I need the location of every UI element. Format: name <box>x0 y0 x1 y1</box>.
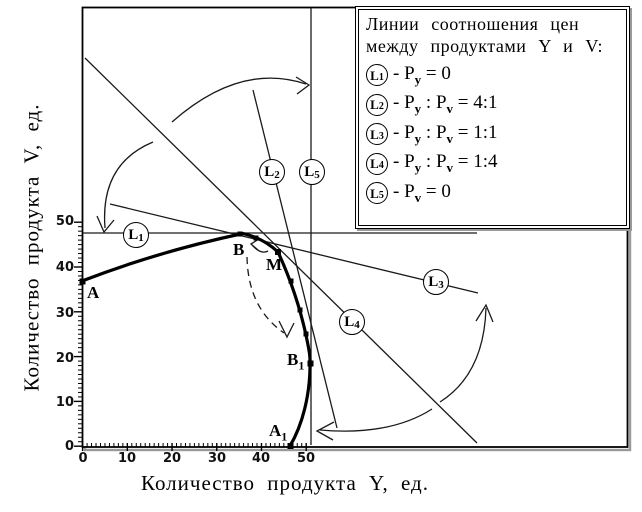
legend-item-L1: L 1 - $P_y = 0$ <box>366 64 619 87</box>
badge-L4: L $_4$ <box>339 309 365 335</box>
legend-title-line2: между продуктами Y и V: <box>366 36 603 56</box>
point-label-B: B <box>233 240 245 259</box>
legend-badge-L5: L 5 <box>366 182 388 204</box>
legend-box <box>355 6 630 229</box>
x-tick-40: 40 <box>251 451 271 466</box>
badge-L5: L $_5$ <box>299 159 325 185</box>
badge-L2: L $_2$ <box>259 159 285 185</box>
legend-item-L3: L 3 - $P_y$ : $P_v$ = 1:1 <box>366 123 619 146</box>
x-axis-title: Количество продукта Y, ед. <box>140 471 429 495</box>
y-tick-50: 50 <box>55 214 74 229</box>
legend-badge-L3: L 3 <box>366 123 388 145</box>
y-tick-20: 20 <box>55 351 74 366</box>
point-label-A1: $A_1$ <box>269 421 288 444</box>
x-tick-20: 20 <box>162 451 182 466</box>
legend-badge-L2: L 2 <box>366 94 388 116</box>
y-tick-10: 10 <box>55 395 74 410</box>
legend-item-L2: L 2 - $P_y$ : $P_v$ = 4:1 <box>366 93 619 116</box>
legend-item-L5: L 5 - $P_v = 0$ <box>366 182 619 205</box>
legend-badge-L1: L 1 <box>366 64 388 86</box>
badge-L3: L $_3$ <box>423 269 449 295</box>
legend-title-line1: Линии соотношения цен <box>366 14 580 34</box>
badge-L1: L $_1$ <box>123 222 149 248</box>
x-tick-10: 10 <box>117 451 137 466</box>
point-label-A: A <box>87 283 100 302</box>
legend-badge-L4: L 4 <box>366 153 388 175</box>
x-tick-50: 50 <box>296 451 316 466</box>
y-tick-0: 0 <box>64 439 74 454</box>
y-tick-30: 30 <box>55 306 74 321</box>
y-axis-title: Количество продукта V, ед. <box>19 103 44 392</box>
legend-item-L4: L 4 - $P_y$ : $P_v$ = 1:4 <box>366 152 619 175</box>
x-tick-30: 30 <box>207 451 227 466</box>
x-tick-0: 0 <box>78 451 88 466</box>
point-label-B1: $B_1$ <box>287 350 305 373</box>
y-tick-40: 40 <box>55 260 74 275</box>
point-label-M: M <box>266 255 283 274</box>
